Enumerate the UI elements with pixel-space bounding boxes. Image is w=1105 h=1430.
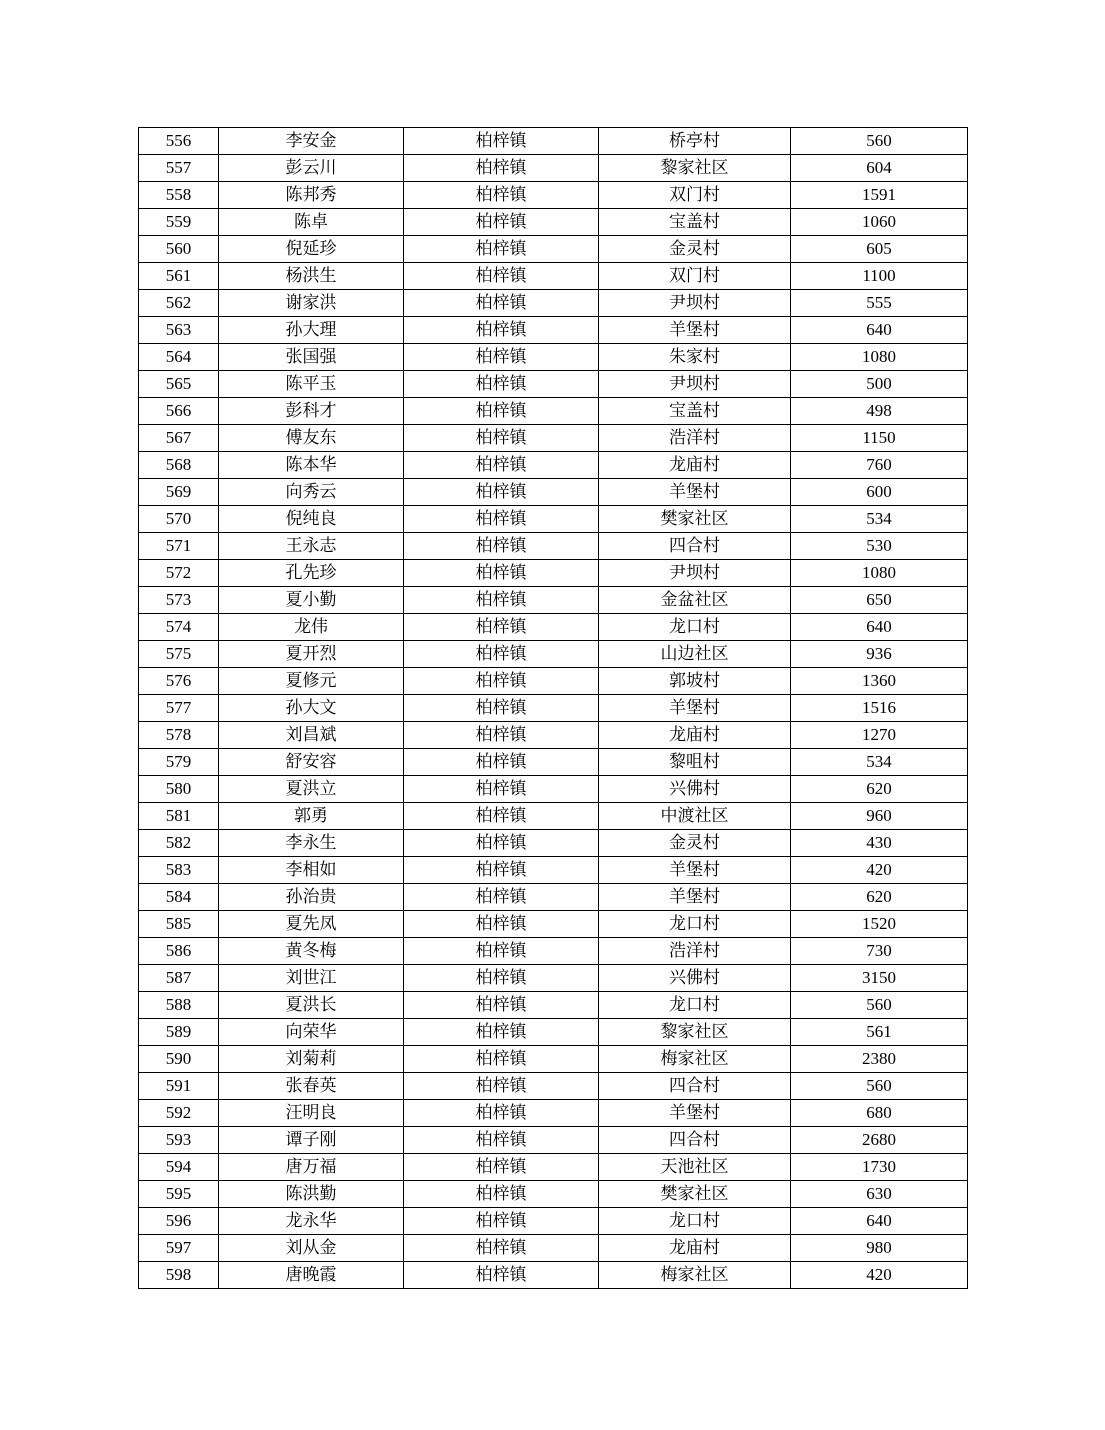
table-row (139, 344, 968, 371)
cell-town: 柏梓镇 (404, 587, 599, 614)
cell-town: 柏梓镇 (404, 290, 599, 317)
table-row (139, 263, 968, 290)
cell-town: 柏梓镇 (404, 560, 599, 587)
cell-town: 柏梓镇 (404, 425, 599, 452)
cell-town: 柏梓镇 (404, 857, 599, 884)
table-row (139, 479, 968, 506)
cell-name: 王永志 (219, 533, 404, 560)
cell-index: 563 (139, 317, 219, 344)
cell-amount: 561 (791, 1019, 968, 1046)
cell-name: 黄冬梅 (219, 938, 404, 965)
table-row (139, 155, 968, 182)
cell-village: 龙口村 (599, 992, 791, 1019)
cell-village: 天池社区 (599, 1154, 791, 1181)
cell-name: 孙大文 (219, 695, 404, 722)
cell-amount: 640 (791, 614, 968, 641)
cell-amount: 980 (791, 1235, 968, 1262)
table-row (139, 641, 968, 668)
table-row (139, 938, 968, 965)
cell-town: 柏梓镇 (404, 1154, 599, 1181)
cell-index: 558 (139, 182, 219, 209)
table-row (139, 1235, 968, 1262)
cell-index: 578 (139, 722, 219, 749)
cell-name: 彭云川 (219, 155, 404, 182)
cell-index: 588 (139, 992, 219, 1019)
cell-town: 柏梓镇 (404, 155, 599, 182)
cell-amount: 1520 (791, 911, 968, 938)
cell-town: 柏梓镇 (404, 371, 599, 398)
cell-town: 柏梓镇 (404, 938, 599, 965)
cell-village: 樊家社区 (599, 1181, 791, 1208)
cell-village: 宝盖村 (599, 398, 791, 425)
table-row (139, 695, 968, 722)
cell-town: 柏梓镇 (404, 668, 599, 695)
cell-index: 571 (139, 533, 219, 560)
cell-amount: 730 (791, 938, 968, 965)
cell-index: 589 (139, 1019, 219, 1046)
cell-index: 581 (139, 803, 219, 830)
cell-village: 龙庙村 (599, 722, 791, 749)
cell-amount: 1100 (791, 263, 968, 290)
cell-name: 杨洪生 (219, 263, 404, 290)
cell-index: 585 (139, 911, 219, 938)
cell-name: 夏先凤 (219, 911, 404, 938)
cell-amount: 630 (791, 1181, 968, 1208)
table-row (139, 371, 968, 398)
table-row (139, 1262, 968, 1289)
cell-village: 羊堡村 (599, 317, 791, 344)
cell-amount: 420 (791, 1262, 968, 1289)
cell-amount: 555 (791, 290, 968, 317)
cell-name: 刘从金 (219, 1235, 404, 1262)
cell-town: 柏梓镇 (404, 614, 599, 641)
cell-index: 597 (139, 1235, 219, 1262)
cell-index: 586 (139, 938, 219, 965)
cell-index: 591 (139, 1073, 219, 1100)
cell-town: 柏梓镇 (404, 1019, 599, 1046)
cell-name: 孙大理 (219, 317, 404, 344)
cell-amount: 1080 (791, 560, 968, 587)
cell-index: 573 (139, 587, 219, 614)
cell-name: 唐万福 (219, 1154, 404, 1181)
cell-index: 568 (139, 452, 219, 479)
cell-index: 595 (139, 1181, 219, 1208)
cell-amount: 3150 (791, 965, 968, 992)
cell-town: 柏梓镇 (404, 236, 599, 263)
table-row (139, 668, 968, 695)
table-row (139, 884, 968, 911)
cell-amount: 498 (791, 398, 968, 425)
cell-town: 柏梓镇 (404, 722, 599, 749)
cell-village: 梅家社区 (599, 1262, 791, 1289)
cell-town: 柏梓镇 (404, 803, 599, 830)
cell-index: 579 (139, 749, 219, 776)
cell-index: 566 (139, 398, 219, 425)
cell-village: 金灵村 (599, 236, 791, 263)
cell-town: 柏梓镇 (404, 830, 599, 857)
table-row (139, 776, 968, 803)
cell-town: 柏梓镇 (404, 506, 599, 533)
cell-amount: 560 (791, 992, 968, 1019)
cell-town: 柏梓镇 (404, 1127, 599, 1154)
cell-name: 李安金 (219, 128, 404, 155)
cell-village: 宝盖村 (599, 209, 791, 236)
table-row (139, 1100, 968, 1127)
cell-village: 尹坝村 (599, 560, 791, 587)
cell-town: 柏梓镇 (404, 965, 599, 992)
cell-name: 龙永华 (219, 1208, 404, 1235)
cell-amount: 604 (791, 155, 968, 182)
cell-name: 夏开烈 (219, 641, 404, 668)
cell-index: 583 (139, 857, 219, 884)
cell-town: 柏梓镇 (404, 317, 599, 344)
cell-index: 567 (139, 425, 219, 452)
cell-town: 柏梓镇 (404, 479, 599, 506)
cell-amount: 1730 (791, 1154, 968, 1181)
cell-village: 龙庙村 (599, 1235, 791, 1262)
cell-name: 向荣华 (219, 1019, 404, 1046)
cell-village: 黎咀村 (599, 749, 791, 776)
table-row (139, 425, 968, 452)
cell-village: 兴佛村 (599, 965, 791, 992)
cell-town: 柏梓镇 (404, 776, 599, 803)
cell-name: 陈卓 (219, 209, 404, 236)
cell-index: 577 (139, 695, 219, 722)
table-row (139, 1019, 968, 1046)
cell-amount: 1060 (791, 209, 968, 236)
cell-village: 尹坝村 (599, 290, 791, 317)
cell-index: 564 (139, 344, 219, 371)
cell-town: 柏梓镇 (404, 1181, 599, 1208)
cell-village: 龙口村 (599, 1208, 791, 1235)
cell-village: 中渡社区 (599, 803, 791, 830)
cell-name: 孔先珍 (219, 560, 404, 587)
cell-name: 张国强 (219, 344, 404, 371)
table-row (139, 209, 968, 236)
cell-village: 郭坡村 (599, 668, 791, 695)
table-row (139, 803, 968, 830)
cell-amount: 640 (791, 1208, 968, 1235)
cell-name: 刘世江 (219, 965, 404, 992)
cell-name: 陈邦秀 (219, 182, 404, 209)
cell-town: 柏梓镇 (404, 398, 599, 425)
table-row (139, 1046, 968, 1073)
cell-index: 576 (139, 668, 219, 695)
cell-amount: 650 (791, 587, 968, 614)
cell-amount: 620 (791, 776, 968, 803)
table-row (139, 452, 968, 479)
cell-amount: 500 (791, 371, 968, 398)
cell-index: 593 (139, 1127, 219, 1154)
cell-name: 陈本华 (219, 452, 404, 479)
cell-village: 浩洋村 (599, 425, 791, 452)
table-row (139, 182, 968, 209)
cell-name: 夏修元 (219, 668, 404, 695)
cell-village: 金盆社区 (599, 587, 791, 614)
cell-amount: 605 (791, 236, 968, 263)
cell-town: 柏梓镇 (404, 533, 599, 560)
cell-town: 柏梓镇 (404, 749, 599, 776)
cell-index: 557 (139, 155, 219, 182)
cell-town: 柏梓镇 (404, 1208, 599, 1235)
cell-town: 柏梓镇 (404, 128, 599, 155)
cell-name: 刘昌斌 (219, 722, 404, 749)
cell-amount: 600 (791, 479, 968, 506)
cell-village: 羊堡村 (599, 857, 791, 884)
cell-name: 汪明良 (219, 1100, 404, 1127)
cell-town: 柏梓镇 (404, 641, 599, 668)
cell-index: 570 (139, 506, 219, 533)
cell-village: 四合村 (599, 1073, 791, 1100)
cell-village: 羊堡村 (599, 479, 791, 506)
cell-index: 587 (139, 965, 219, 992)
cell-amount: 1591 (791, 182, 968, 209)
cell-village: 四合村 (599, 1127, 791, 1154)
table-row (139, 965, 968, 992)
cell-name: 夏小勤 (219, 587, 404, 614)
table-row (139, 533, 968, 560)
cell-index: 580 (139, 776, 219, 803)
roster-table (138, 127, 968, 1289)
cell-name: 陈洪勤 (219, 1181, 404, 1208)
cell-town: 柏梓镇 (404, 1100, 599, 1127)
cell-index: 584 (139, 884, 219, 911)
cell-amount: 1516 (791, 695, 968, 722)
cell-village: 桥亭村 (599, 128, 791, 155)
cell-village: 龙庙村 (599, 452, 791, 479)
cell-name: 李永生 (219, 830, 404, 857)
table-row (139, 722, 968, 749)
cell-name: 夏洪立 (219, 776, 404, 803)
cell-town: 柏梓镇 (404, 1046, 599, 1073)
cell-amount: 430 (791, 830, 968, 857)
cell-village: 兴佛村 (599, 776, 791, 803)
table-row (139, 236, 968, 263)
cell-village: 浩洋村 (599, 938, 791, 965)
cell-index: 574 (139, 614, 219, 641)
cell-amount: 560 (791, 128, 968, 155)
cell-index: 582 (139, 830, 219, 857)
cell-amount: 2380 (791, 1046, 968, 1073)
cell-name: 郭勇 (219, 803, 404, 830)
table-body (139, 128, 968, 1289)
cell-name: 李相如 (219, 857, 404, 884)
cell-village: 黎家社区 (599, 1019, 791, 1046)
cell-amount: 420 (791, 857, 968, 884)
cell-index: 592 (139, 1100, 219, 1127)
cell-name: 夏洪长 (219, 992, 404, 1019)
cell-amount: 534 (791, 749, 968, 776)
cell-amount: 1360 (791, 668, 968, 695)
table-row (139, 1154, 968, 1181)
cell-amount: 620 (791, 884, 968, 911)
cell-index: 594 (139, 1154, 219, 1181)
cell-village: 梅家社区 (599, 1046, 791, 1073)
cell-village: 双门村 (599, 182, 791, 209)
cell-name: 陈平玉 (219, 371, 404, 398)
table-row (139, 992, 968, 1019)
cell-name: 舒安容 (219, 749, 404, 776)
cell-amount: 1150 (791, 425, 968, 452)
cell-amount: 2680 (791, 1127, 968, 1154)
cell-index: 596 (139, 1208, 219, 1235)
table-row (139, 1127, 968, 1154)
cell-town: 柏梓镇 (404, 1235, 599, 1262)
cell-town: 柏梓镇 (404, 695, 599, 722)
cell-town: 柏梓镇 (404, 452, 599, 479)
cell-name: 傅友东 (219, 425, 404, 452)
cell-town: 柏梓镇 (404, 209, 599, 236)
table-row (139, 1208, 968, 1235)
cell-index: 598 (139, 1262, 219, 1289)
cell-village: 龙口村 (599, 911, 791, 938)
cell-name: 向秀云 (219, 479, 404, 506)
cell-amount: 560 (791, 1073, 968, 1100)
cell-name: 刘菊莉 (219, 1046, 404, 1073)
table-row (139, 911, 968, 938)
cell-village: 尹坝村 (599, 371, 791, 398)
cell-village: 羊堡村 (599, 1100, 791, 1127)
table-row (139, 1073, 968, 1100)
cell-index: 572 (139, 560, 219, 587)
cell-village: 黎家社区 (599, 155, 791, 182)
cell-town: 柏梓镇 (404, 182, 599, 209)
cell-name: 唐晚霞 (219, 1262, 404, 1289)
table-row (139, 749, 968, 776)
cell-name: 倪延珍 (219, 236, 404, 263)
cell-index: 562 (139, 290, 219, 317)
cell-amount: 530 (791, 533, 968, 560)
cell-index: 561 (139, 263, 219, 290)
cell-town: 柏梓镇 (404, 911, 599, 938)
cell-amount: 936 (791, 641, 968, 668)
cell-town: 柏梓镇 (404, 1262, 599, 1289)
cell-name: 龙伟 (219, 614, 404, 641)
cell-name: 谢家洪 (219, 290, 404, 317)
table-row (139, 506, 968, 533)
cell-town: 柏梓镇 (404, 344, 599, 371)
cell-village: 樊家社区 (599, 506, 791, 533)
cell-name: 孙治贵 (219, 884, 404, 911)
cell-village: 朱家村 (599, 344, 791, 371)
cell-village: 金灵村 (599, 830, 791, 857)
cell-village: 山边社区 (599, 641, 791, 668)
cell-index: 556 (139, 128, 219, 155)
table-row (139, 290, 968, 317)
table-row (139, 317, 968, 344)
cell-amount: 1270 (791, 722, 968, 749)
cell-village: 羊堡村 (599, 695, 791, 722)
table-row (139, 587, 968, 614)
cell-amount: 640 (791, 317, 968, 344)
cell-index: 569 (139, 479, 219, 506)
cell-amount: 760 (791, 452, 968, 479)
cell-name: 彭科才 (219, 398, 404, 425)
cell-town: 柏梓镇 (404, 992, 599, 1019)
cell-amount: 680 (791, 1100, 968, 1127)
cell-village: 羊堡村 (599, 884, 791, 911)
cell-town: 柏梓镇 (404, 1073, 599, 1100)
cell-town: 柏梓镇 (404, 263, 599, 290)
cell-amount: 960 (791, 803, 968, 830)
cell-village: 龙口村 (599, 614, 791, 641)
cell-village: 双门村 (599, 263, 791, 290)
cell-index: 590 (139, 1046, 219, 1073)
table-row (139, 1181, 968, 1208)
cell-name: 倪纯良 (219, 506, 404, 533)
cell-index: 559 (139, 209, 219, 236)
table-row (139, 128, 968, 155)
cell-index: 565 (139, 371, 219, 398)
table-row (139, 560, 968, 587)
cell-village: 四合村 (599, 533, 791, 560)
cell-name: 谭子刚 (219, 1127, 404, 1154)
cell-amount: 534 (791, 506, 968, 533)
table-row (139, 857, 968, 884)
cell-index: 560 (139, 236, 219, 263)
cell-index: 575 (139, 641, 219, 668)
table-row (139, 830, 968, 857)
table-row (139, 398, 968, 425)
cell-town: 柏梓镇 (404, 884, 599, 911)
table-row (139, 614, 968, 641)
cell-name: 张春英 (219, 1073, 404, 1100)
cell-amount: 1080 (791, 344, 968, 371)
